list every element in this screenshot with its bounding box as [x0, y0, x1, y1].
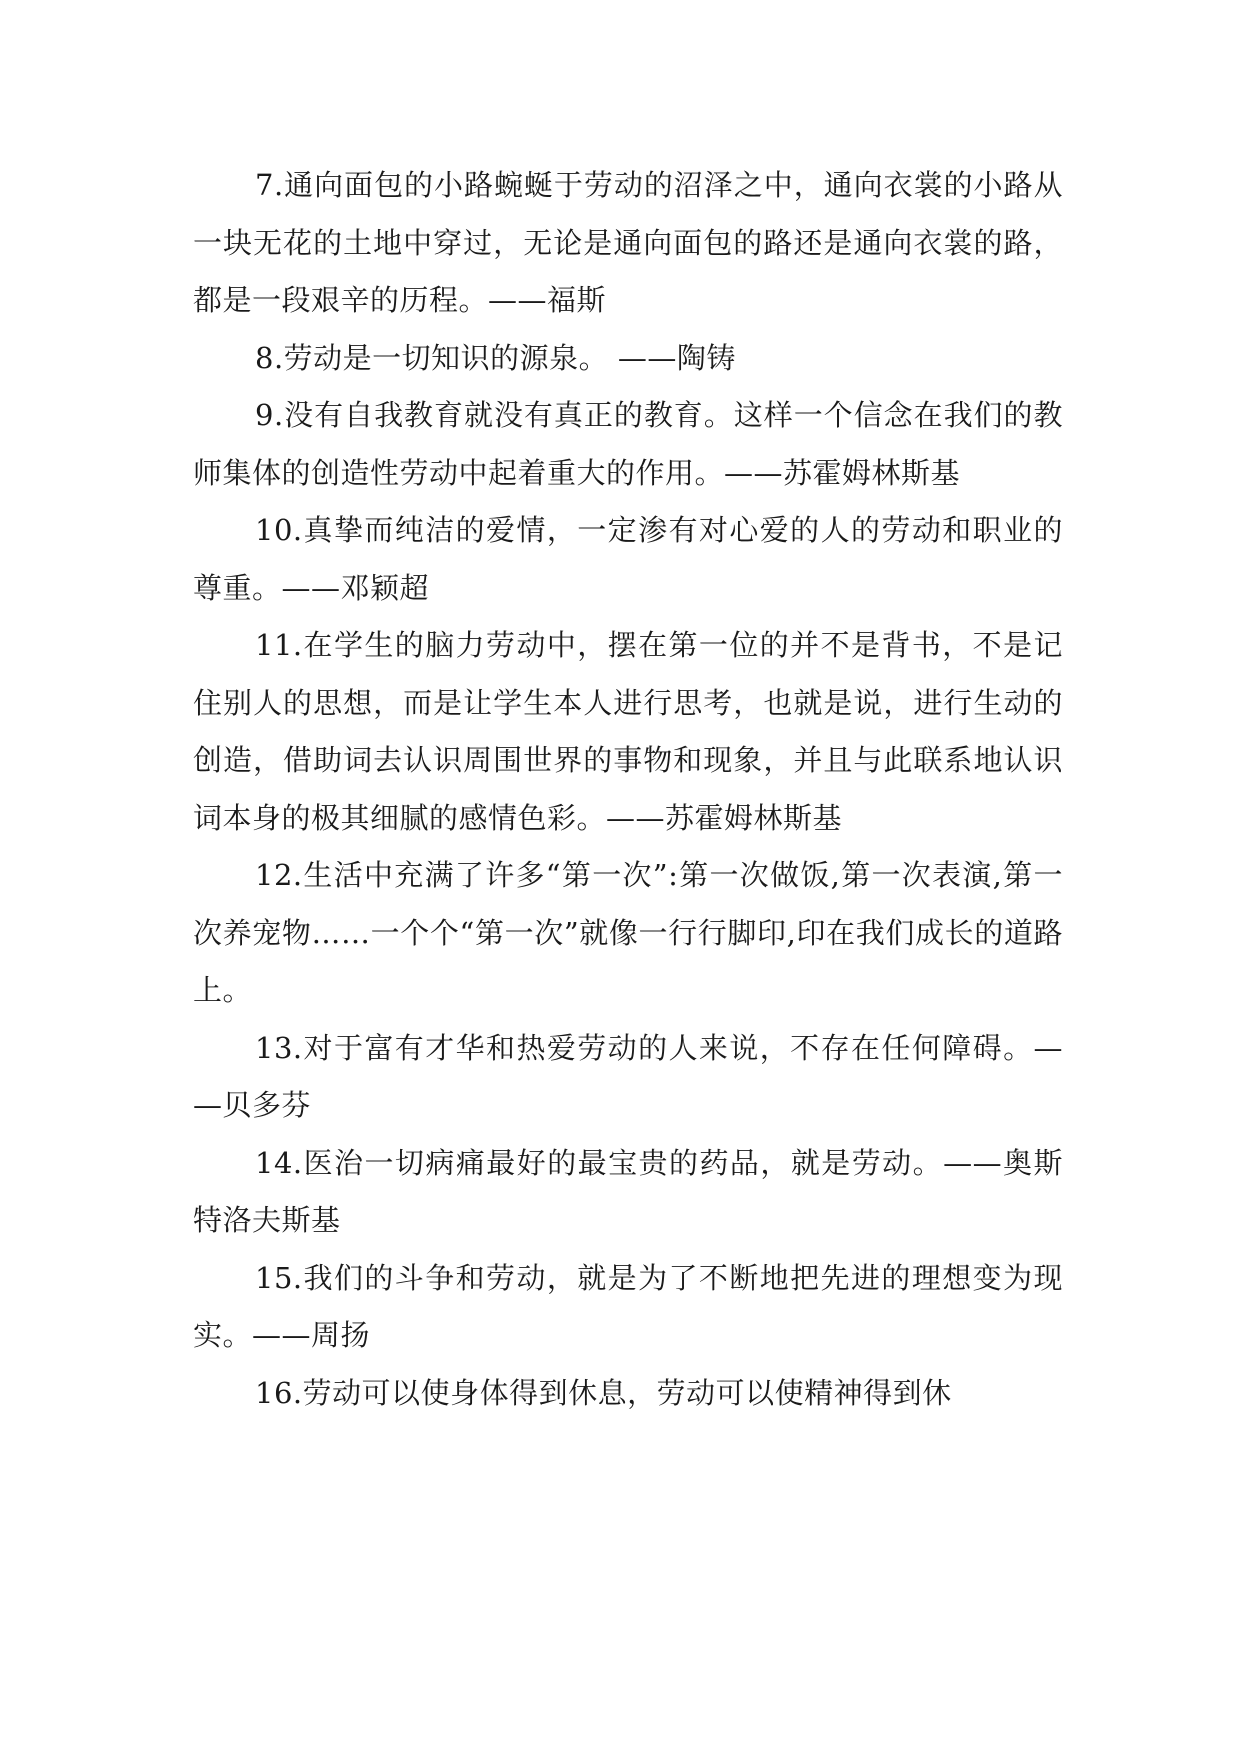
quote-paragraph-10: 10.真挚而纯洁的爱情，一定渗有对心爱的人的劳动和职业的尊重。——邓颖超	[193, 513, 1063, 605]
quote-list	[193, 157, 1063, 1422]
quote-paragraph-9: 9.没有自我教育就没有真正的教育。这样一个信念在我们的教师集体的创造性劳动中起着重大的作用。——苏霍姆林斯基	[193, 398, 1063, 490]
quote-paragraph-8: 8.劳动是一切知识的源泉。 ——陶铸	[255, 340, 736, 375]
quote-paragraph-11: 11.在学生的脑力劳动中，摆在第一位的并不是背书，不是记住别人的思想，而是让学生本人进行思考，也就是说，进行生动的创造，借助词去认识周围世界的事物和现象，并且与此联系地认识词本身的极其细腻的感情色彩。——苏霍姆林斯基	[193, 628, 1063, 835]
quote-paragraph-12: 12.生活中充满了许多“第一次”:第一次做饭,第一次表演,第一次养宠物……一个个“第一次”就像一行行脚印,印在我们成长的道路上。	[193, 858, 1063, 1007]
quote-paragraph-7: 7.通向面包的小路蜿蜒于劳动的沼泽之中，通向衣裳的小路从一块无花的土地中穿过，无论是通向面包的路还是通向衣裳的路，都是一段艰辛的历程。——福斯	[193, 168, 1063, 317]
quote-paragraph-16: 16.劳动可以使身体得到休息，劳动可以使精神得到休	[255, 1375, 952, 1410]
quote-paragraph-14: 14.医治一切病痛最好的最宝贵的药品，就是劳动。——奥斯特洛夫斯基	[193, 1145, 1063, 1237]
quote-paragraph-15: 15.我们的斗争和劳动，就是为了不断地把先进的理想变为现实。——周扬	[193, 1260, 1063, 1352]
quote-paragraph-13: 13.对于富有才华和热爱劳动的人来说，不存在任何障碍。——贝多芬	[193, 1030, 1063, 1122]
